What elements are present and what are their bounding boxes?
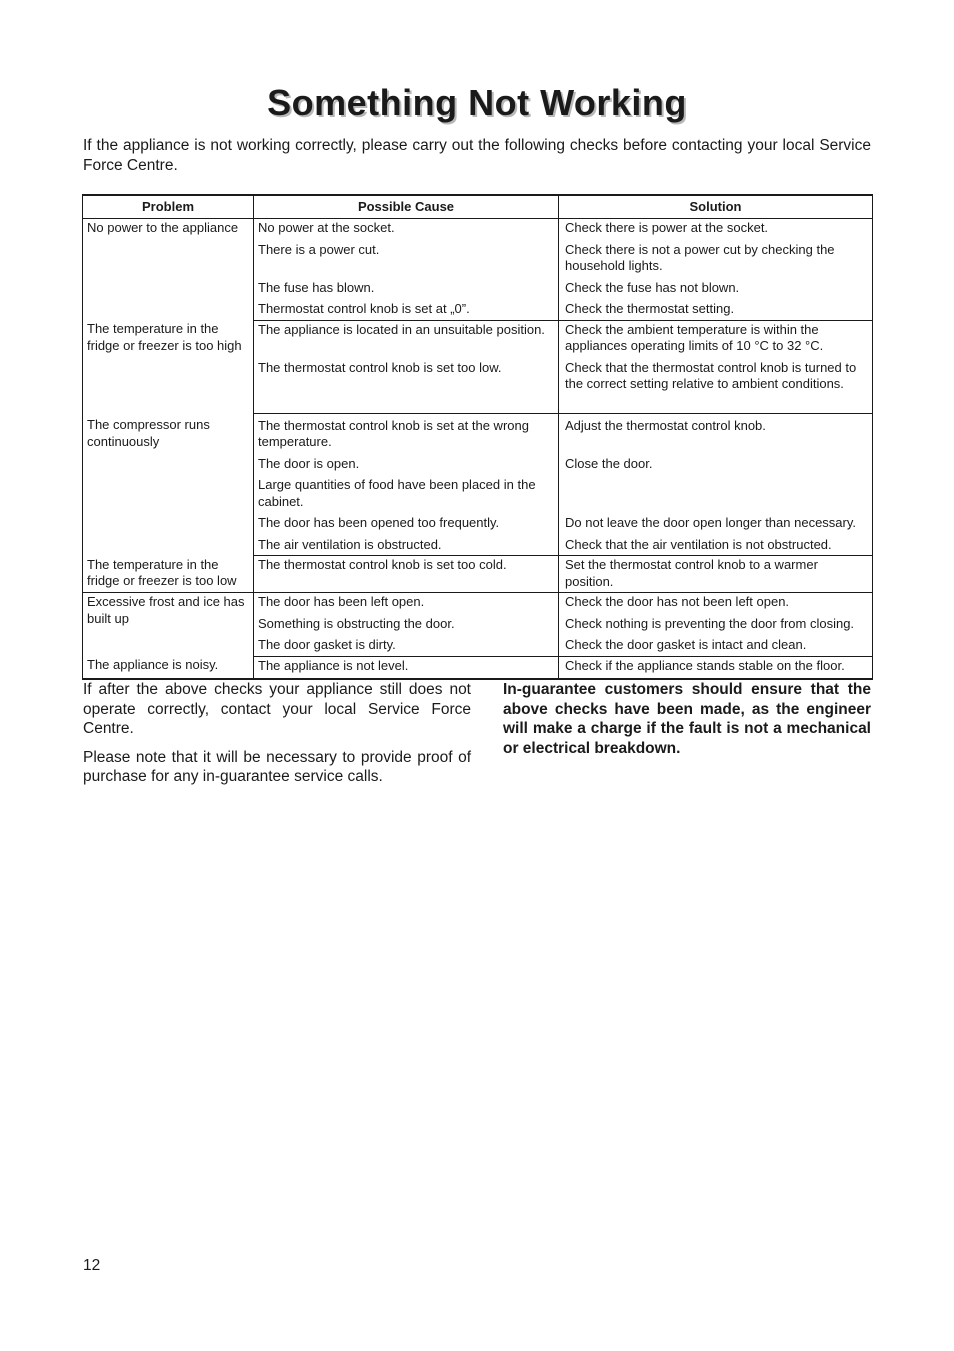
guarantee-notice: In-guarantee customers should ensure that the above checks have been made, as the engineer will make a charge if the fault is not a mechanical or electrical breakdown.	[503, 681, 871, 757]
cause-cell: The fuse has blown.	[254, 279, 559, 301]
solution-cell	[559, 476, 873, 514]
cause-cell: The appliance is located in an unsuitable position.	[254, 320, 559, 359]
solution-cell: Close the door.	[559, 455, 873, 477]
troubleshooting-table	[82, 194, 873, 680]
cause-cell: Something is obstructing the door.	[254, 615, 559, 637]
cause-cell: Large quantities of food have been placed in the cabinet.	[254, 476, 559, 514]
cause-cell: The door gasket is dirty.	[254, 636, 559, 656]
service-info-column	[83, 680, 471, 796]
solution-cell: Check that the thermostat control knob is turned to the correct setting relative to ambient conditions.	[559, 359, 873, 414]
problem-cell: The appliance is noisy.	[83, 656, 254, 679]
solution-cell: Check the ambient temperature is within the appliances operating limits of 10 °C to 32 °C.	[559, 320, 873, 359]
service-paragraph: If after the above checks your appliance still does not operate correctly, contact your local Service Force Centre.	[83, 681, 471, 737]
cause-cell: The appliance is not level.	[254, 656, 559, 679]
header-problem: Problem	[83, 195, 254, 219]
page-title: Something Not Working	[267, 82, 687, 123]
cause-cell: The thermostat control knob is set too low.	[254, 359, 559, 414]
solution-cell: Do not leave the door open longer than necessary.	[559, 514, 873, 536]
problem-cell: No power to the appliance	[83, 219, 254, 321]
problem-cell: The compressor runs continuously	[83, 413, 254, 556]
table-row	[83, 413, 873, 455]
problem-cell: The temperature in the fridge or freezer is too high	[83, 320, 254, 413]
solution-cell: Check the thermostat setting.	[559, 300, 873, 320]
cause-cell: The air ventilation is obstructed.	[254, 536, 559, 556]
table-header-row	[83, 195, 873, 219]
solution-cell: Check there is not a power cut by checking the household lights.	[559, 241, 873, 279]
header-possible-cause: Possible Cause	[254, 195, 559, 219]
solution-cell: Check there is power at the socket.	[559, 219, 873, 241]
cause-cell: The thermostat control knob is set at the wrong temperature.	[254, 413, 559, 455]
table-row	[83, 593, 873, 615]
cause-cell: Thermostat control knob is set at „0”.	[254, 300, 559, 320]
problem-cell: Excessive frost and ice has built up	[83, 593, 254, 657]
cause-cell: There is a power cut.	[254, 241, 559, 279]
table-row	[83, 556, 873, 593]
solution-cell: Check the door gasket is intact and clean.	[559, 636, 873, 656]
solution-cell: Adjust the thermostat control knob.	[559, 413, 873, 455]
solution-cell: Check the fuse has not blown.	[559, 279, 873, 301]
cause-cell: The door is open.	[254, 455, 559, 477]
solution-cell: Check if the appliance stands stable on the floor.	[559, 656, 873, 679]
page-number: 12	[83, 1257, 101, 1274]
header-solution: Solution	[559, 195, 873, 219]
solution-cell: Check nothing is preventing the door from closing.	[559, 615, 873, 637]
problem-cell: The temperature in the fridge or freezer is too low	[83, 556, 254, 593]
solution-cell: Set the thermostat control knob to a warmer position.	[559, 556, 873, 593]
cause-cell: The door has been left open.	[254, 593, 559, 615]
solution-cell: Check that the air ventilation is not obstructed.	[559, 536, 873, 556]
solution-cell: Check the door has not been left open.	[559, 593, 873, 615]
cause-cell: The thermostat control knob is set too cold.	[254, 556, 559, 593]
table-row	[83, 320, 873, 359]
cause-cell: No power at the socket.	[254, 219, 559, 241]
table-row	[83, 656, 873, 679]
table-row	[83, 219, 873, 241]
cause-cell: The door has been opened too frequently.	[254, 514, 559, 536]
proof-of-purchase-paragraph: Please note that it will be necessary to provide proof of purchase for any in-guarantee service calls.	[83, 748, 471, 785]
intro-paragraph: If the appliance is not working correctly, please carry out the following checks before contacting your local Service Force Centre.	[83, 137, 871, 174]
